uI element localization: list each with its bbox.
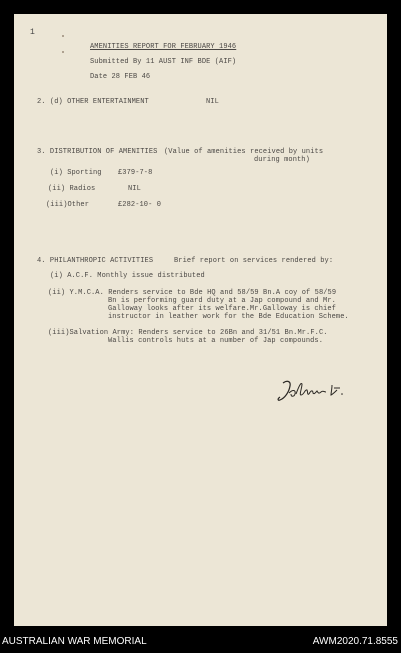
ymca-line: (ii) Y.M.C.A. Renders service to Bde HQ and 58/59 Bn.A coy of 58/59 — [48, 289, 337, 297]
section4-note: Brief report on services rendered by: — [174, 257, 334, 265]
ymca-line: Bn is performing guard duty at a Jap compound and Mr. — [108, 297, 336, 305]
report-date: Date 28 FEB 46 — [90, 73, 151, 81]
sporting-value: £379-7-8 — [118, 169, 153, 177]
salvation-army-line: Wallis controls huts at a number of Jap compounds. — [108, 337, 324, 345]
ymca-line: instructor in leather work for the Bde Education Scheme. — [108, 313, 349, 321]
submitted-by: Submitted By 11 AUST INF BDE (AIF) — [90, 58, 237, 66]
section2-value: NIL — [206, 98, 219, 106]
salvation-army-line: (iii)Salvation Army: Renders service to 26Bn and 31/51 Bn.Mr.F.C. — [48, 329, 328, 337]
sporting-label: (i) Sporting — [50, 169, 102, 177]
section3-note-line2: during month) — [254, 156, 310, 164]
other-value: £282-10- 0 — [118, 201, 162, 209]
other-label: (iii)Other — [46, 201, 90, 209]
paper-spot — [62, 51, 64, 53]
radios-label: (ii) Radios — [48, 185, 96, 193]
footer-institution: AUSTRALIAN WAR MEMORIAL — [2, 636, 147, 647]
paper-spot — [62, 35, 64, 37]
corner-mark: 1 — [30, 28, 35, 37]
acf-item: (i) A.C.F. Monthly issue distributed — [50, 272, 205, 280]
document-page — [14, 14, 387, 626]
ymca-line: Galloway looks after its welfare.Mr.Galloway is chief — [108, 305, 336, 313]
section3-note-line1: (Value of amenities received by units — [164, 148, 324, 156]
section2-label: 2. (d) OTHER ENTERTAINMENT — [37, 98, 149, 106]
radios-value: NIL — [128, 185, 141, 193]
section3-heading: 3. DISTRIBUTION OF AMENITIES — [37, 148, 158, 156]
footer-accession-number: AWM2020.71.8555 — [312, 636, 398, 647]
section4-heading: 4. PHILANTHROPIC ACTIVITIES — [37, 257, 154, 265]
handwritten-signature — [277, 378, 349, 404]
report-title: AMENITIES REPORT FOR FEBRUARY 1946 — [90, 43, 237, 51]
